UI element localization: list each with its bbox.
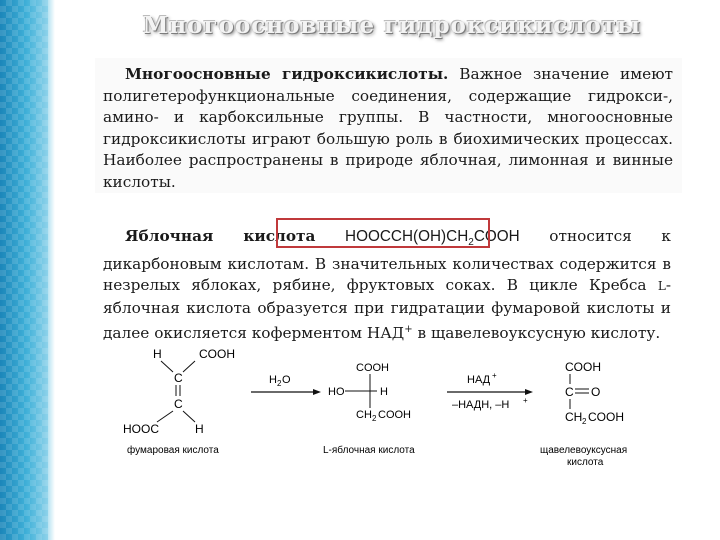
oxalo-cooh-top: COOH xyxy=(565,360,601,374)
fumaric-c2: C xyxy=(174,397,183,411)
intro-paragraph xyxy=(103,64,673,194)
malic-lead: Яблочная кислота xyxy=(125,227,316,245)
malic-ch2: CH xyxy=(356,409,372,421)
malic-text-2: -яблочная кислота образуется при гидратации фумаровой кислоты и далее окисляется коферментом НАД xyxy=(103,276,671,343)
malic-text-1: относится к дикарбоновым кислотам. В значительных количествах содержится в незрелых яблоках, рябине, фруктовых соках. В цикле Кребса xyxy=(103,227,671,295)
intro-scan-block xyxy=(95,58,682,193)
l-prefix: L xyxy=(657,279,666,294)
oxalo-ch2-cooh: COOH xyxy=(588,410,624,424)
oxalo-caption-1: щавелевоуксусная xyxy=(540,445,628,456)
formula-part-a: HOOCCH(OH)CH xyxy=(345,228,469,245)
fumaric-h-bottom: H xyxy=(195,422,204,436)
malic-ch2-sub: 2 xyxy=(372,414,377,423)
fumaric-cooh-top: COOH xyxy=(199,347,235,361)
formula-highlight-box xyxy=(276,218,490,248)
side-band-edge xyxy=(48,0,55,540)
fumaric-c1: C xyxy=(174,371,183,385)
arrow2-below-sup: + xyxy=(523,396,528,405)
oxalo-ch2: CH xyxy=(565,410,583,424)
arrow2-below: –НАДН, –Н xyxy=(452,399,510,411)
fumaric-h-top: H xyxy=(153,347,162,361)
malic-h: H xyxy=(380,386,388,398)
arrow2-nad: НАД xyxy=(467,374,491,386)
malic-caption: L-яблочная кислота xyxy=(323,445,415,456)
oxalo-c: C xyxy=(565,385,574,399)
nad-plus: + xyxy=(404,324,413,336)
intro-lead: Многоосновные гидроксикислоты. xyxy=(125,65,449,83)
malic-text-3: в щавелевоуксусную кислоту. xyxy=(412,324,661,343)
slide-title: Многоосновные гидроксикислоты xyxy=(142,12,642,39)
fumaric-hooc-bottom: HOOC xyxy=(123,422,159,436)
arrow2-nad-sup: + xyxy=(492,371,497,380)
bond-h-c1 xyxy=(161,361,173,372)
decorative-side-band xyxy=(0,0,48,540)
malic-cooh-top: COOH xyxy=(356,362,389,374)
arrow1-head xyxy=(313,389,321,395)
arrow1-h: H xyxy=(269,374,277,386)
malic-scan-block xyxy=(95,220,682,470)
oxalo-o: O xyxy=(591,385,601,399)
bond-c2-h xyxy=(183,411,195,422)
malic-ch2-cooh: COOH xyxy=(378,409,411,421)
formula-sub: 2 xyxy=(468,237,474,249)
reaction-scheme xyxy=(95,220,682,470)
bond-cooh-c1 xyxy=(183,361,195,372)
arrow1-o: O xyxy=(282,374,291,386)
fumaric-caption: фумаровая кислота xyxy=(127,445,219,456)
bond-c2-hooc xyxy=(157,411,173,422)
intro-text: Важное значение имеют полигетерофункциональные соединения, содержащие гидрокси-, амино- и карбоксильные группы. В частности, многоосновные гидроксикислоты играют большую роль в биохимических процессах. Наиболее распространены в природе яблочная, лимонная и винные кислоты. xyxy=(103,65,673,191)
oxalo-ch2-sub: 2 xyxy=(582,417,587,426)
arrow1-sub: 2 xyxy=(277,379,282,388)
oxalo-caption-2: кислота xyxy=(567,457,604,468)
formula-part-b: COOH xyxy=(473,228,520,245)
arrow2-head xyxy=(525,389,533,395)
malic-ho: HO xyxy=(328,386,345,398)
